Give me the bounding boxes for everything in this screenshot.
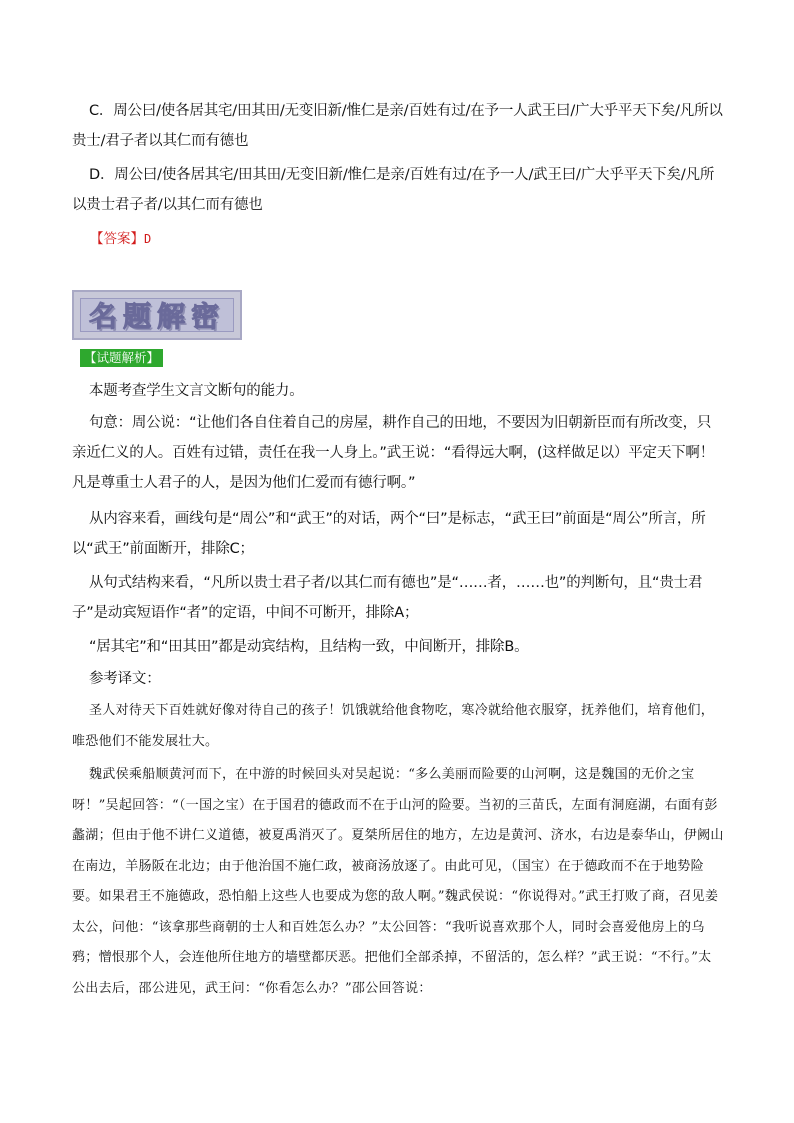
reference-translation-label: 参考译文：	[89, 671, 161, 687]
analysis-meaning: 句意：周公说：“让他们各自住着自己的房屋，耕作自己的田地，不要因为旧朝新臣而有所改变，只亲近仁义的人。百姓有过错，责任在我一人身上。”武王说：“看得远大啊，(这样做足以）平定天下啊！凡是尊重士人君子的人，是因为他们仁爱而有德行啊。”	[72, 415, 715, 491]
answer-label: 【答案】	[90, 231, 144, 247]
analysis-content: 从内容来看，画线句是“周公”和“武王”的对话，两个“曰”是标志，“武王曰”前面是“周公”所言，所以“武王”前面断开，排除C；	[72, 511, 706, 557]
translation-paragraph-1: 圣人对待天下百姓就好像对待自己的孩子！饥饿就给他食物吃，寒冷就给他衣服穿，抚养他们，培育他们，唯恐他们不能发展壮大。	[72, 703, 715, 749]
analysis-structure: 从句式结构来看，“凡所以贵士君子者/以其仁而有德也”是“……者，……也”的判断句，且“贵士君子”是动宾短语作“者”的定语，中间不可断开，排除A；	[72, 575, 703, 621]
section-banner	[72, 290, 242, 340]
analysis-exclude-b: “居其宅”和“田其田”都是动宾结构，且结构一致，中间断开，排除B。	[89, 639, 529, 655]
option-d: D．周公曰/使各居其宅/田其田/无变旧新/惟仁是亲/百姓有过/在予一人/武王曰/广大乎平天下矣/凡所以贵士君子者/以其仁而有德也	[72, 167, 715, 213]
option-c: C．周公曰/使各居其宅/田其田/无变旧新/惟仁是亲/百姓有过/在予一人武王曰/广大乎平天下矣/凡所以贵士/君子者以其仁而有德也	[72, 103, 723, 149]
translation-paragraph-2: 魏武侯乘船顺黄河而下，在中游的时候回头对吴起说：“多么美丽而险要的山河啊，这是魏国的无价之宝呀！”吴起回答：“（一国之宝）在于国君的德政而不在于山河的险要。当初的三苗氏，左面有洞庭湖，右面有彭蠡湖；但由于他不讲仁义道德，被夏禹消灭了。夏桀所居住的地方，左边是黄河、济水，右边是泰华山，伊阙山在南边，羊肠阪在北边；由于他治国不施仁政，被商汤放逐了。由此可见，（国宝）在于德政而不在于地势险要。如果君王不施德政，恐怕船上这些人也要成为您的敌人啊。”魏武侯说：“你说得对。”武王打败了商，召见姜太公，问他：“该拿那些商朝的士人和百姓怎么办？”太公回答：“我听说喜欢那个人，同时会喜爱他房上的乌鸦；憎恨那个人，会连他所住地方的墙壁都厌恶。把他们全部杀掉，不留活的，怎么样？”武王说：“不行。”太公出去后，邵公进见，武王问：“你看怎么办？”邵公回答说：	[72, 767, 724, 996]
analysis-intro: 本题考查学生文言文断句的能力。	[89, 383, 304, 399]
banner-title: 名题解密	[88, 300, 225, 333]
analysis-tag: 【试题解析】	[80, 349, 163, 367]
answer-value: D	[144, 232, 152, 246]
banner-inner	[80, 298, 234, 332]
answer-line	[90, 225, 151, 253]
